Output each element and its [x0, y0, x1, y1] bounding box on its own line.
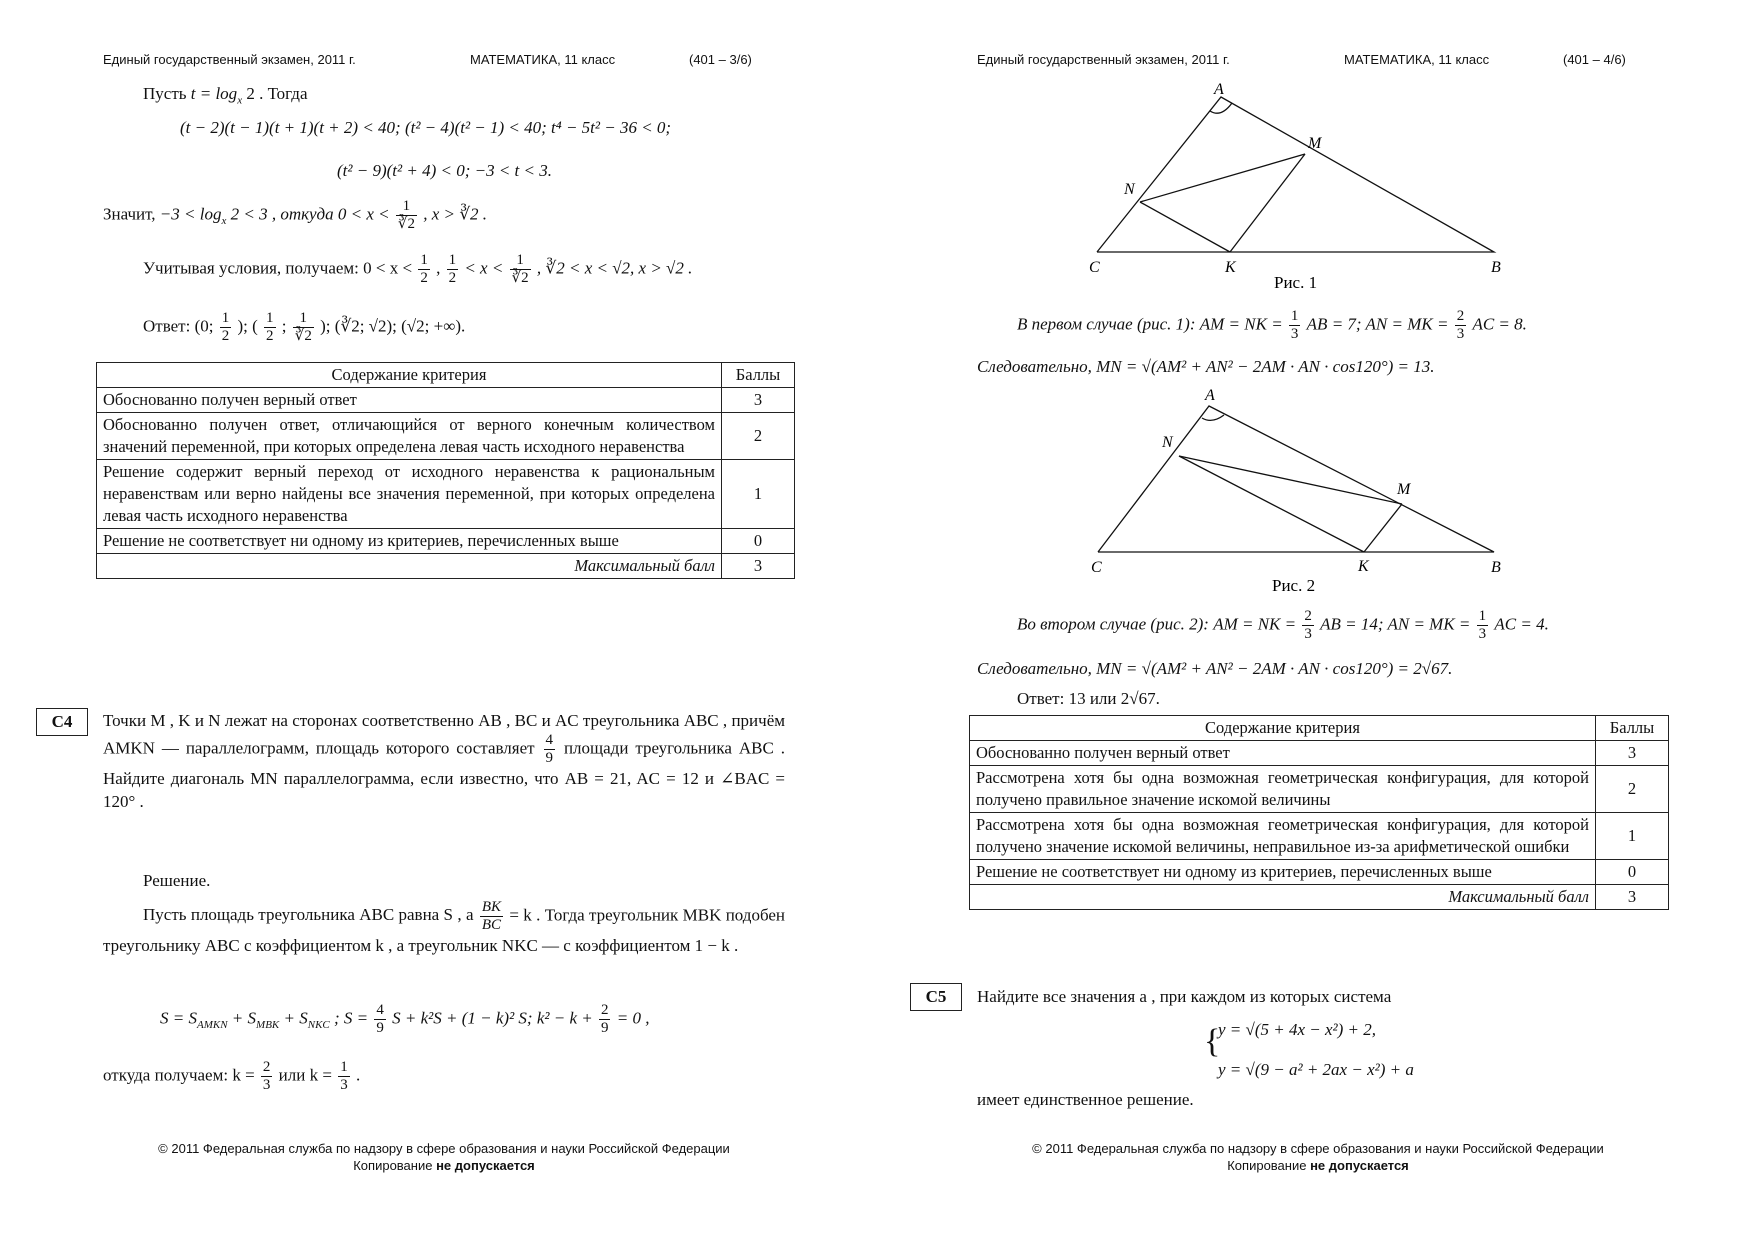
label-a: A: [1205, 388, 1215, 404]
table-row-max: Максимальный балл 3: [970, 885, 1669, 910]
figure-1: [1084, 82, 1544, 292]
c5-problem: Найдите все значения a , при каждом из которых система: [977, 987, 1392, 1006]
table-row: Решение не соответствует ни одному из критериев, перечисленных выше 0: [970, 860, 1669, 885]
figure-1-caption: Рис. 1: [1274, 273, 1318, 292]
side-mk-1: [1230, 154, 1305, 252]
c4-sol-text-1: Пусть площадь треугольника ABC равна S , а: [143, 905, 474, 925]
let-expr: t = log: [190, 84, 238, 103]
label-m: M: [1308, 135, 1322, 152]
answer-part-2: ); (: [237, 316, 258, 336]
label-m: M: [1397, 481, 1411, 498]
header-page-code: (401 – 3/6): [689, 52, 752, 67]
inequality-1: (t − 2)(t − 1)(t + 1)(t + 2) < 40; (t² − 4)(t² − 1) < 40; t⁴ − 5t² − 36 < 0;: [180, 118, 672, 137]
c4-solution: [103, 899, 785, 957]
hence-expr-2: 2 < 3 , откуда 0 < x <: [230, 204, 390, 224]
label-b: B: [1491, 559, 1501, 576]
label-n: N: [1124, 181, 1135, 198]
figure-2: [1084, 388, 1544, 598]
cond-fraction-2: $\frac{1}{2}$: [448, 252, 457, 286]
answer-part-4: ); (∛2; √2); (√2; +∞).: [320, 316, 466, 336]
case-2-line: Во втором случае (рис. 2): AM = NK = $\frac{2}{3}$ AB = 14; AN = MK = $\frac{1}{3}$ AC = 4.: [1017, 608, 1549, 642]
triangle-abc-1: [1097, 97, 1494, 252]
footer-copy-note: Копирование не допускается: [353, 1158, 535, 1173]
label-k: K: [1358, 558, 1369, 575]
conditions-line: [143, 252, 692, 287]
figure-2-caption: Рис. 2: [1272, 576, 1316, 595]
c4-sol-fraction: $\frac{BK}{BC}$: [481, 899, 502, 933]
inequality-2: (t² − 9)(t² + 4) < 0; −3 < t < 3.: [337, 161, 552, 180]
footer-copyright: © 2011 Федеральная служба по надзору в сфере образования и науки Российской Федерации: [158, 1141, 730, 1156]
col-header-content: Содержание критерия: [970, 716, 1596, 741]
system-brace: {: [1204, 1023, 1221, 1060]
angle-arc-1: [1210, 103, 1232, 113]
table-row: Обоснованно получен верный ответ 3: [97, 388, 795, 413]
right-page: [874, 0, 1747, 1239]
left-page: [0, 0, 873, 1239]
footer-copyright: © 2011 Федеральная служба по надзору в сфере образования и науки Российской Федерации: [1032, 1141, 1604, 1156]
cond-comma: ,: [436, 258, 441, 278]
let-line: [143, 84, 308, 106]
footer: [94, 1140, 794, 1174]
answer-fraction-1: $\frac{1}{2}$: [221, 310, 230, 344]
table-row: Решение содержит верный переход от исходного неравенства к рациональным неравенствам или верно найдены все значения переменной, при которых определена левая часть исходного неравенства 1: [97, 460, 795, 529]
criteria-table-c3: [96, 362, 795, 579]
label-c: C: [1091, 559, 1102, 576]
cond-fraction-1: $\frac{1}{2}$: [420, 252, 428, 286]
system-eq-1: y = √(5 + 4x − x²) + 2,: [1218, 1020, 1377, 1039]
diagonal-mn-2: [1179, 456, 1402, 504]
table-row: Рассмотрена хотя бы одна возможная геометрическая конфигурация, для которой получено значение искомой величины, неправильное из-за арифметической ошибки 1: [970, 813, 1669, 860]
case-1-result: Следовательно, MN = √(AM² + AN² − 2AM · AN · cos120°) = 13.: [977, 357, 1435, 376]
task-badge-c4: C4: [36, 708, 88, 736]
side-mk-2: [1364, 504, 1402, 552]
table-row: Обоснованно получен верный ответ 3: [970, 741, 1669, 766]
criteria-table-c4: [969, 715, 1669, 910]
system-eq-2: y = √(9 − a² + 2ax − x²) + a: [1218, 1060, 1414, 1079]
header-subject: МАТЕМАТИКА, 11 класс: [1344, 52, 1490, 67]
hence-line: [103, 198, 487, 233]
cond-mid: < x <: [464, 258, 504, 278]
cond-fraction-3: $\frac{1}{∛2}$: [511, 252, 529, 286]
footer-copy-note: Копирование не допускается: [1227, 1158, 1409, 1173]
cond-text: Учитывая условия, получаем: 0 < x <: [143, 258, 413, 278]
hence-fraction: $\frac{1}{∛2}$: [397, 198, 415, 232]
c4-answer: Ответ: 13 или 2√67.: [1017, 689, 1160, 708]
table-row: Решение не соответствует ни одному из критериев, перечисленных выше 0: [97, 529, 795, 554]
angle-arc-2: [1202, 415, 1224, 420]
answer-label: Ответ:: [143, 316, 191, 336]
hence-expr: −3 < log: [159, 204, 222, 224]
footer: [968, 1140, 1668, 1174]
c4-sol-text-3: треугольник MBK подобен треугольнику ABC с коэффициентом k , а треугольник NKC — с коэффициентом 1 − k .: [103, 905, 786, 955]
triangle-abc-2: [1098, 406, 1494, 552]
col-header-points: Баллы: [1596, 716, 1669, 741]
label-c: C: [1089, 259, 1100, 276]
area-equation: $S = S_{AMKN} + S_{MBK} + S_{NKC}$ ; S = $\frac{4}{9}$ S + k²S + (1 − k)² S; k² − k + $\frac{2}{9}$ = 0 ,: [160, 1002, 650, 1036]
result-line: откуда получаем: k = $\frac{2}{3}$ или k = $\frac{1}{3}$ .: [103, 1059, 361, 1093]
case-2-result: Следовательно, MN = √(AM² + AN² − 2AM · AN · cos120°) = 2√67.: [977, 659, 1453, 678]
let-sub: x: [237, 94, 243, 107]
let-text: Пусть: [143, 84, 187, 103]
c5-tail: имеет единственное решение.: [977, 1090, 1194, 1109]
cond-tail: , ∛2 < x < √2, x > √2 .: [536, 258, 693, 278]
c4-problem-text-3: параллелограмма, если известно, что AB = 21, AC = 12 и ∠BAC = 120° .: [103, 769, 786, 811]
table-row-max: Максимальный балл 3: [97, 554, 795, 579]
hence-sub: x: [221, 214, 227, 227]
hence-text: Значит,: [103, 204, 156, 224]
header-page-code: (401 – 4/6): [1563, 52, 1626, 67]
hence-tail: , x > ∛2 .: [423, 204, 488, 224]
answer-part-1: (0;: [194, 316, 214, 336]
solution-label: Решение.: [143, 871, 211, 890]
answer-part-3: ;: [281, 316, 287, 336]
header-subject: МАТЕМАТИКА, 11 класс: [470, 52, 616, 67]
c4-sol-text-2: = k . Тогда: [509, 905, 585, 925]
answer-line: [143, 310, 465, 345]
header-exam: Единый государственный экзамен, 2011 г.: [977, 52, 1230, 67]
diagonal-mn-1: [1140, 154, 1305, 202]
label-k: K: [1225, 259, 1236, 276]
label-b: B: [1491, 259, 1501, 276]
c4-problem: [103, 709, 785, 813]
side-nk-2: [1179, 456, 1364, 552]
answer-fraction-3: $\frac{1}{∛2}$: [294, 310, 312, 344]
label-a: A: [1214, 82, 1224, 98]
side-nk-1: [1140, 202, 1230, 252]
table-row: Рассмотрена хотя бы одна возможная геометрическая конфигурация, для которой получено правильное значение искомой величины 2: [970, 766, 1669, 813]
let-tail: 2 . Тогда: [246, 84, 308, 103]
col-header-points: Баллы: [722, 363, 795, 388]
case-1-line: В первом случае (рис. 1): AM = NK = $\frac{1}{3}$ AB = 7; AN = MK = $\frac{2}{3}$ AC = 8.: [1017, 308, 1527, 342]
task-badge-c5: C5: [910, 983, 962, 1011]
col-header-content: Содержание критерия: [97, 363, 722, 388]
answer-fraction-2: $\frac{1}{2}$: [266, 310, 274, 344]
c4-problem-text-1: Точки M , K и N лежат на сторонах соответственно AB , BC и AC треугольника ABC , причём AMKN — параллелограмм, площадь которого составляет: [103, 711, 785, 758]
c4-problem-text-2: площади треугольника ABC . Найдите диагональ MN: [103, 738, 785, 788]
table-row: Обоснованно получен ответ, отличающийся от верного конечным количеством значений переменной, при которых определена левая часть исходного неравенства 2: [97, 413, 795, 460]
c4-fraction: $\frac{4}{9}$: [545, 732, 554, 766]
header-exam: Единый государственный экзамен, 2011 г.: [103, 52, 356, 67]
label-n: N: [1162, 434, 1173, 451]
